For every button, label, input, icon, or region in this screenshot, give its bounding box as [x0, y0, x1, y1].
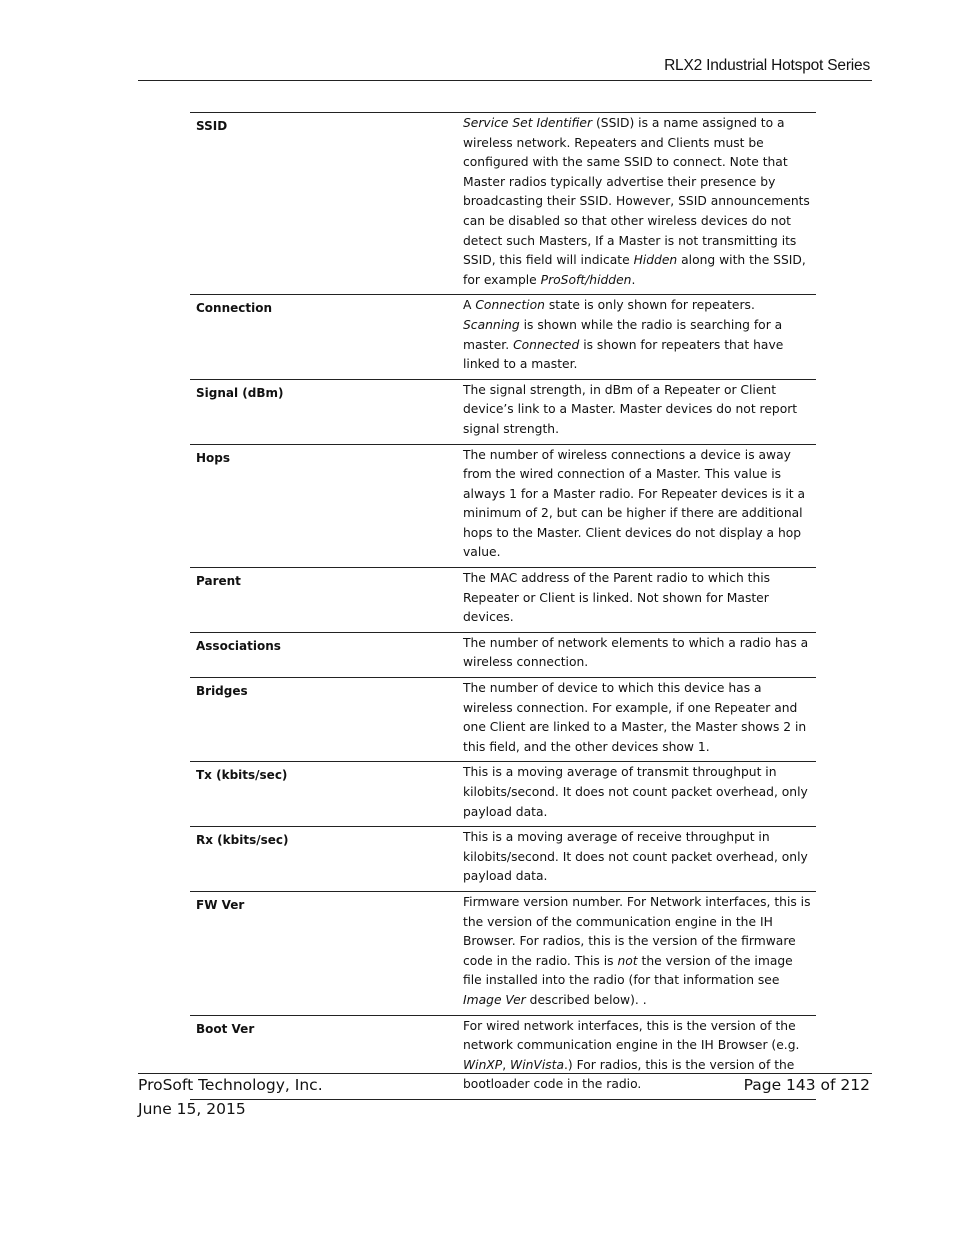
field-definition: The number of network elements to which a radio has a wireless connection. — [463, 635, 809, 670]
table-row — [190, 295, 816, 379]
field-term: Boot Ver — [196, 1021, 255, 1036]
table-row — [190, 762, 816, 827]
italic-term: not — [617, 953, 638, 968]
field-definition: For wired network interfaces, this is the version of the network communication engine in the IH Browser (e.g. WinXP, WinVista.) For radios, this is the version of the bootloader code in the radio. — [463, 1018, 800, 1092]
table-row — [190, 633, 816, 678]
field-definition: Firmware version number. For Network interfaces, this is the version of the communication engine in the IH Browser. For radios, this is the version of the firmware code in the radio. This is not the version of the image file installed into the radio (for that information see Image Ver described below). . — [463, 894, 811, 1007]
field-term: Bridges — [196, 684, 248, 699]
footer-page-number: Page 143 of 212 — [743, 1076, 870, 1094]
table-row — [190, 568, 816, 633]
footer-date: June 15, 2015 — [138, 1100, 246, 1118]
italic-term: Hidden — [633, 253, 678, 268]
field-term: Rx (kbits/sec) — [196, 833, 289, 848]
italic-term: WinXP — [463, 1057, 503, 1072]
field-definition: The number of wireless connections a device is away from the wired connection of a Master. This value is always 1 for a Master radio. For Repeater devices is it a minimum of 2, but can be higher if there are additional hops to the Master. Client devices do not display a hop value. — [463, 447, 806, 560]
field-term: Associations — [196, 638, 281, 653]
field-description-table — [190, 112, 816, 1100]
italic-term: ProSoft/hidden — [540, 272, 632, 287]
table-row — [190, 113, 816, 295]
document-title: RLX2 Industrial Hotspot Series — [664, 57, 870, 74]
table-row — [190, 827, 816, 892]
table-row — [190, 892, 816, 1016]
field-term: Hops — [196, 450, 231, 465]
field-term: Tx (kbits/sec) — [196, 768, 288, 783]
footer-company: ProSoft Technology, Inc. — [138, 1076, 323, 1094]
table-row — [190, 445, 816, 569]
field-term: Signal (dBm) — [196, 385, 284, 400]
italic-term: Connection — [475, 298, 545, 313]
field-term: FW Ver — [196, 897, 245, 912]
field-definition: The number of device to which this device has a wireless connection. For example, if one Repeater and one Client are linked to a Master, the Master shows 2 in this field, and the other devices show 1. — [463, 681, 807, 754]
field-term: Parent — [196, 574, 241, 589]
field-definition: This is a moving average of transmit throughput in kilobits/second. It does not count packet overhead, only payload data. — [463, 765, 808, 819]
field-definition: A Connection state is only shown for repeaters. Scanning is shown while the radio is searching for a master. Connected is shown for repeaters that have linked to a master. — [463, 298, 784, 372]
field-definition: This is a moving average of receive throughput in kilobits/second. It does not count packet overhead, only payload data. — [463, 830, 808, 884]
italic-term: WinVista — [510, 1057, 565, 1072]
italic-term: Service Set Identifier — [463, 116, 593, 130]
field-term: Connection — [196, 301, 273, 316]
header-divider — [138, 80, 872, 81]
table-row — [190, 678, 816, 762]
field-definition: The signal strength, in dBm of a Repeater or Client device’s link to a Master. Master devices do not report signal strength. — [463, 382, 798, 436]
italic-term: Scanning — [463, 317, 520, 332]
italic-term: Image Ver — [463, 992, 526, 1007]
field-definition: Service Set Identifier (SSID) is a name assigned to a wireless network. Repeaters and Clients must be configured with the same SSID to connect. Note that Master radios typically advertise their presence by broadcasting their SSID. However, SSID announcements can be disabled so that other wireless devices do not detect such Masters, If a Master is not transmitting its SSID, this field will indicate Hidden along with the SSID, for example ProSoft/hidden. — [463, 116, 810, 287]
field-term: SSID — [196, 119, 228, 133]
italic-term: Connected — [513, 337, 580, 352]
table-row — [190, 380, 816, 445]
field-definition: The MAC address of the Parent radio to which this Repeater or Client is linked. Not shown for Master devices. — [463, 571, 771, 625]
footer-divider — [138, 1073, 872, 1074]
